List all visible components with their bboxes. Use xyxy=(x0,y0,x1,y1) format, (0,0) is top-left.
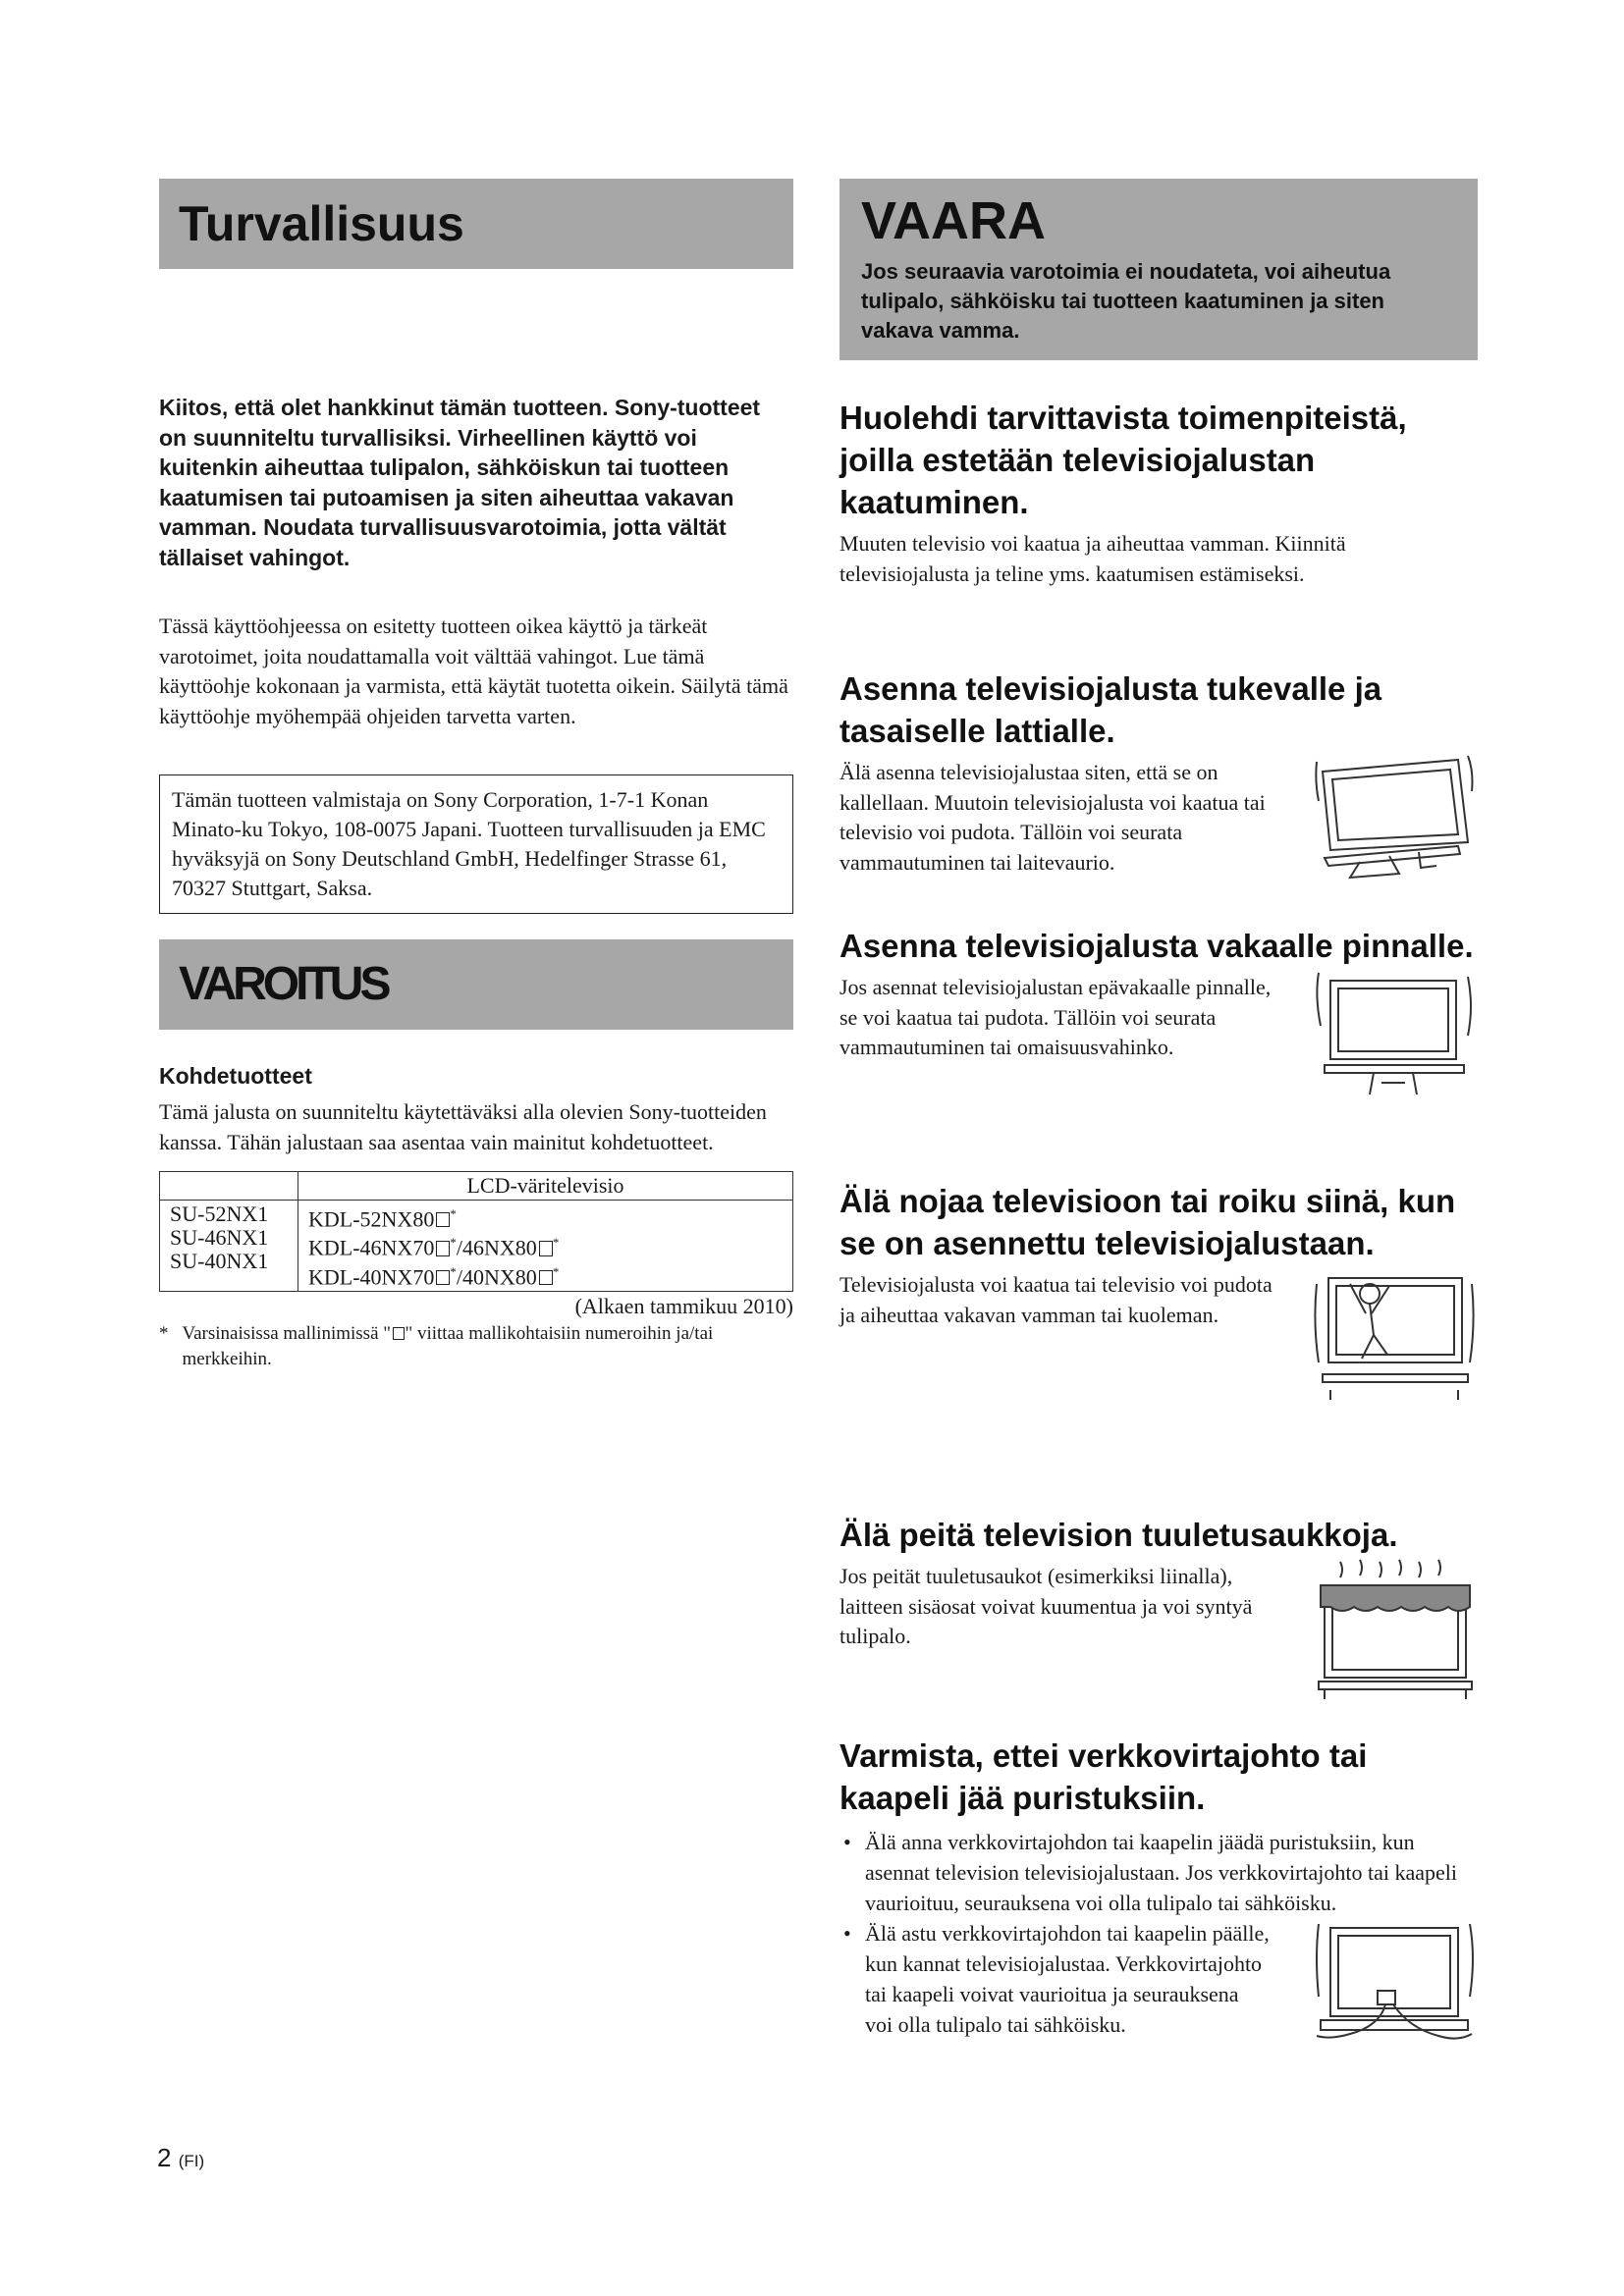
manufacturer-box xyxy=(159,774,793,914)
left-column xyxy=(159,179,793,1372)
safety-title-bar xyxy=(159,179,793,269)
placeholder-box xyxy=(436,1212,450,1227)
asterisk: * xyxy=(450,1263,457,1279)
section-cable-pinch xyxy=(839,1735,1478,2065)
intro-bold-text: Kiitos, että olet hankkinut tämän tuotteen. Sony-tuotteet on suunniteltu turvallisiksi. Virheellinen käyttö voi kuitenkin aiheuttaa tulipalon, sähköiskun tai tuotteen kaatumisen tai putoamisen ja siten aiheuttaa vakavan vamman. Noudata turvallisuusvarotoimia, jotta vältät tällaiset vahingot. xyxy=(159,395,761,570)
unstable-tv-illustration xyxy=(1311,967,1478,1099)
table-header: LCD-väritelevisio xyxy=(298,1172,793,1201)
stand-model: SU-46NX1 xyxy=(170,1225,269,1250)
section-anti-tip xyxy=(839,397,1478,589)
stand-model: SU-40NX1 xyxy=(170,1249,269,1273)
section-body: Televisiojalusta voi kaatua tai televisio voi pudota ja aiheuttaa vakavan vamman tai kuoleman. xyxy=(839,1272,1272,1327)
table-stands xyxy=(160,1201,298,1292)
bullet-item: • Älä astu verkkovirtajohdon tai kaapelin päälle, kun kannat televisiojalustaa. Verkkovirtajohto tai kaapeli voivat vaurioitua ja seurauksena voi olla tulipalo tai sähköisku. xyxy=(839,1918,1272,2040)
manufacturer-text: Tämän tuotteen valmistaja on Sony Corporation, 1-7-1 Konan Minato-ku Tokyo, 108-0075 Japani. Tuotteen turvallisuuden ja EMC hyväksyjä on Sony Deutschland GmbH, Hedelfinger Strasse 61, 70327 Stuttgart, Saksa. xyxy=(172,787,766,900)
intro-text: Tässä käyttöohjeessa on esitetty tuotteen oikea käyttö ja tärkeät varotoimet, joita noudattamalla voit välttää vahingot. Lue tämä käyttöohje kokonaan ja varmista, että käytät tuotetta oikein. Säilytä tämä käyttöohje myöhempää ohjeiden tarvetta varten. xyxy=(159,614,788,728)
hanging-child-illustration xyxy=(1311,1264,1478,1402)
page-number-value: 2 xyxy=(157,2143,172,2172)
section-heading: Älä nojaa televisioon tai roiku siinä, kun se on asennettu televisiojalustaan. xyxy=(839,1183,1456,1261)
section-do-not-lean xyxy=(839,1180,1478,1402)
footnote xyxy=(159,1321,793,1372)
footnote-text xyxy=(183,1321,794,1372)
tv-model: /40NX80 xyxy=(456,1263,537,1289)
table-corner xyxy=(160,1172,298,1201)
footnote-post: " viittaa mallikohtaisiin numeroihin ja/tai merkkeihin. xyxy=(182,1322,714,1369)
section-stable-surface xyxy=(839,925,1478,1099)
section-ventilation xyxy=(839,1514,1478,1703)
footnote-pre: Varsinaisissa mallinimissä " xyxy=(182,1322,392,1344)
placeholder-box xyxy=(393,1327,405,1340)
right-column xyxy=(839,179,1478,2037)
section-body: Muuten televisio voi kaatua ja aiheuttaa vamman. Kiinnitä televisiojalusta ja teline yms. kaatumisen estämiseksi. xyxy=(839,531,1346,586)
section-heading: Huolehdi tarvittavista toimenpiteistä, joilla estetään televisiojalustan kaatuminen. xyxy=(839,400,1407,520)
section-heading: Älä peitä television tuuletusaukkoja. xyxy=(839,1517,1398,1553)
danger-title: VAARA xyxy=(861,191,1046,250)
asterisk: * xyxy=(450,1206,457,1221)
tv-model: KDL-40NX70 xyxy=(308,1263,435,1289)
page-number xyxy=(157,2143,204,2173)
covered-vents-illustration xyxy=(1311,1556,1478,1703)
section-body: Jos asennat televisiojalustan epävakaalle pinnalle, se voi kaatua tai pudota. Tällöin voi seurata vammautuminen tai omaisuusvahinko. xyxy=(839,975,1272,1059)
placeholder-box xyxy=(539,1270,553,1285)
stand-model: SU-52NX1 xyxy=(170,1201,269,1226)
cable-bullets-2 xyxy=(839,1918,1272,2040)
asterisk: * xyxy=(552,1235,560,1251)
language-code: (FI) xyxy=(178,2152,205,2170)
footnote-mark: * xyxy=(159,1322,169,1344)
availability-date: (Alkaen tammikuu 2010) xyxy=(574,1293,793,1318)
safety-title: Turvallisuus xyxy=(179,196,464,251)
products-table xyxy=(159,1171,793,1292)
asterisk: * xyxy=(450,1235,457,1251)
section-body: Jos peität tuuletusaukot (esimerkiksi liinalla), laitteen sisäosat voivat kuumentua ja voi syntyä tulipalo. xyxy=(839,1564,1253,1648)
asterisk: * xyxy=(552,1263,560,1279)
products-text: Tämä jalusta on suunniteltu käytettäväksi alla olevien Sony-tuotteiden kanssa. Tähän jalustaan saa asentaa vain mainitut kohdetuotteet. xyxy=(159,1099,767,1154)
tv-model: /46NX80 xyxy=(456,1235,537,1260)
cable-bullets xyxy=(839,1827,1478,1918)
tilted-tv-illustration xyxy=(1311,752,1478,884)
section-heading: Asenna televisiojalusta vakaalle pinnalle. xyxy=(839,928,1474,964)
danger-text: Jos seuraavia varotoimia ei noudateta, voi aiheutua tulipalo, sähköisku tai tuotteen kaatuminen ja siten vakava vamma. xyxy=(861,259,1391,343)
tv-model: KDL-52NX80 xyxy=(308,1206,435,1232)
products-heading: Kohdetuotteet xyxy=(159,1063,312,1089)
tv-model-row xyxy=(308,1231,783,1259)
bullet-item: • Älä anna verkkovirtajohdon tai kaapelin jäädä puristuksiin, kun asennat television televisiojalustaan. Jos verkkovirtajohto tai kaapeli vaurioituu, seurauksena voi olla tulipalo tai sähköisku. xyxy=(839,1827,1478,1918)
table-tvs xyxy=(298,1201,793,1292)
placeholder-box xyxy=(436,1270,450,1285)
warning-title: VAROITUS xyxy=(179,958,388,1010)
placeholder-box xyxy=(436,1241,450,1255)
section-heading: Asenna televisiojalusta tukevalle ja tasaiselle lattialle. xyxy=(839,670,1382,749)
tv-model-row xyxy=(308,1260,783,1289)
section-level-floor xyxy=(839,667,1478,884)
danger-box xyxy=(839,179,1478,360)
cable-illustration xyxy=(1311,1918,1478,2065)
tv-model-row xyxy=(308,1202,783,1231)
section-heading: Varmista, ettei verkkovirtajohto tai kaapeli jää puristuksiin. xyxy=(839,1737,1368,1816)
warning-title-bar xyxy=(159,939,793,1030)
placeholder-box xyxy=(539,1241,553,1255)
tv-model: KDL-46NX70 xyxy=(308,1235,435,1260)
section-body: Älä asenna televisiojalustaa siten, että se on kallellaan. Muutoin televisiojalusta voi kaatua tai televisio voi pudota. Tällöin voi seurata vammautuminen tai laitevaurio. xyxy=(839,760,1266,875)
